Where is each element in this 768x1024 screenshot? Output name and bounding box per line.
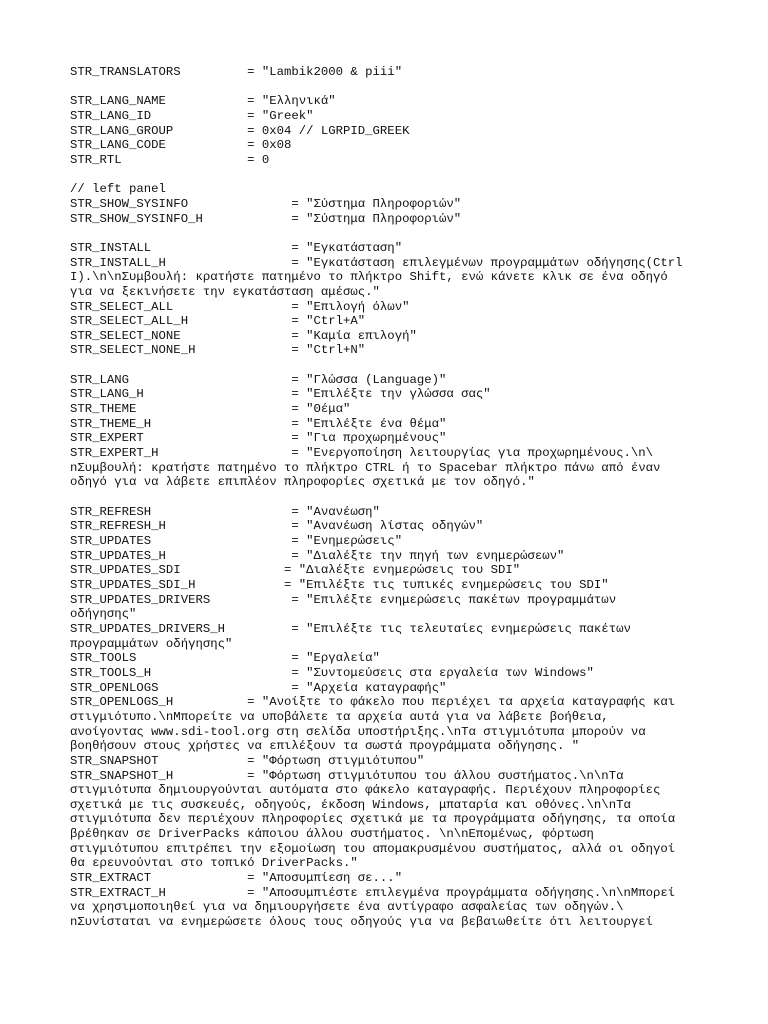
text-line: βρέθηκαν σε DriverPacks κάποιου άλλου συστήματος. \n\nΕπομένως, φόρτωση	[70, 827, 594, 842]
text-line: STR_SELECT_ALL_H = "Ctrl+A"	[70, 314, 366, 329]
text-line: STR_LANG_GROUP = 0x04 // LGRPID_GREEK	[70, 123, 410, 138]
text-line: θα ερευνούνται στο τοπικό DriverPacks."	[70, 856, 358, 871]
text-line: STR_TRANSLATORS = "Lambik2000 & piii"	[70, 65, 403, 79]
text-line: STR_EXPERT = "Για προχωρημένους"	[70, 431, 447, 446]
text-line: STR_THEME = "Θέμα"	[70, 402, 351, 417]
text-line: STR_INSTALL = "Εγκατάσταση"	[70, 240, 403, 255]
text-line: STR_SHOW_SYSINFO = "Σύστημα Πληροφοριών"	[70, 196, 462, 211]
text-line	[70, 490, 730, 505]
document-page	[70, 65, 730, 930]
text-line: nΣυμβουλή: κρατήστε πατημένο το πλήκτρο CTRL ή το Spacebar πλήκτρο πάνω από έναν	[70, 460, 661, 475]
text-line: STR_SELECT_NONE_H = "Ctrl+N"	[70, 343, 366, 358]
text-line: STR_EXPERT_H = "Ενεργοποίηση λειτουργίας για προχωρημένους.\n\	[70, 446, 653, 461]
text-line: βοηθήσουν στους χρήστες να επιλέξουν τα σωστά προγράμματα οδήγησης. "	[70, 739, 580, 754]
text-line: STR_SNAPSHOT = "Φόρτωση στιγμιότυπου"	[70, 753, 425, 768]
text-line: προγραμμάτων οδήγησης"	[70, 636, 233, 651]
text-line: STR_SHOW_SYSINFO_H = "Σύστημα Πληροφοριών"	[70, 211, 462, 226]
text-line: οδήγησης"	[70, 607, 137, 622]
text-line: STR_UPDATES_H = "Διαλέξτε την πηγή των ενημερώσεων"	[70, 548, 565, 563]
text-line: STR_TOOLS = "Εργαλεία"	[70, 651, 380, 666]
text-line: στιγμιότυπα δεν περιέχουν πληροφορίες σχετικά με τα προγράμματα οδήγησης, τα οποία	[70, 812, 676, 827]
text-line: STR_RTL = 0	[70, 152, 270, 167]
text-line	[70, 226, 730, 241]
text-line: STR_TOOLS_H = "Συντομεύσεις στα εργαλεία των Windows"	[70, 665, 594, 680]
text-line: STR_UPDATES_SDI_H = "Επιλέξτε τις τυπικές ενημερώσεις του SDI"	[70, 577, 609, 592]
text-line: STR_SELECT_NONE = "Καμία επιλογή"	[70, 328, 417, 343]
text-line: STR_UPDATES = "Ενημερώσεις"	[70, 534, 403, 548]
text-line: // left panel	[70, 182, 166, 197]
text-line: στιγμιότυπου επιτρέπει την εξομοίωση του απομακρυσμένου συστήματος, αλλά οι οδηγοί	[70, 841, 676, 856]
text-line: στιγμιότυπα δημιουργούνται αυτόματα στο φάκελο καταγραφής. Περιέχουν πληροφορίες	[70, 783, 661, 798]
text-line: STR_LANG_NAME = "Ελληνικά"	[70, 94, 336, 109]
text-line: STR_EXTRACT_H = "Αποσυμπιέστε επιλεγμένα προγράμματα οδήγησης.\n\nΜπορεί	[70, 885, 676, 900]
text-line: STR_REFRESH_H = "Ανανέωση λίστας οδηγών"	[70, 519, 484, 534]
text-line: STR_LANG = "Γλώσσα (Language)"	[70, 372, 447, 387]
text-line: STR_UPDATES_DRIVERS_H = "Επιλέξτε τις τελευταίες ενημερώσεις πακέτων	[70, 621, 631, 636]
text-line: STR_OPENLOGS_H = "Ανοίξτε το φάκελο που περιέχει τα αρχεία καταγραφής και	[70, 695, 676, 710]
text-line	[70, 358, 730, 373]
text-line: STR_LANG_H = "Επιλέξτε την γλώσσα σας"	[70, 387, 491, 402]
text-line	[70, 168, 730, 183]
text-line: STR_UPDATES_SDI = "Διαλέξτε ενημερώσεις του SDI"	[70, 563, 521, 578]
text-line: nΣυνίσταται να ενημερώσετε όλους τους οδηγούς για να βεβαιωθείτε ότι λειτουργεί	[70, 915, 653, 930]
text-line: οδηγό για να λάβετε επιπλέον πληροφορίες σχετικά με τον οδηγό."	[70, 475, 535, 490]
text-line: ανοίγοντας www.sdi-tool.org στη σελίδα υποστήριξης.\nΤα στιγμιότυπα μπορούν να	[70, 724, 646, 739]
text-line: STR_REFRESH = "Ανανέωση"	[70, 504, 380, 519]
text-line: STR_THEME_H = "Επιλέξτε ένα θέμα"	[70, 416, 447, 431]
text-line: να χρησιμοποιηθεί για να δημιουργήσετε ένα αντίγραφο ασφαλείας των οδηγών.\	[70, 900, 624, 915]
text-line: STR_LANG_CODE = 0x08	[70, 138, 292, 153]
text-line	[70, 80, 730, 95]
text-line: STR_SELECT_ALL = "Επιλογή όλων"	[70, 299, 410, 314]
text-line: για να ξεκινήσετε την εγκατάσταση αμέσως."	[70, 284, 380, 299]
text-line: σχετικά με τις συσκευές, οδηγούς, έκδοση Windows, μπαταρία και οθόνες.\n\nΤα	[70, 797, 631, 812]
text-line: στιγμιότυπο.\nΜπορείτε να υποβάλετε τα αρχεία αυτά για να λάβετε βοήθεια,	[70, 709, 609, 724]
text-line: STR_OPENLOGS = "Αρχεία καταγραφής"	[70, 680, 447, 695]
text-line: STR_LANG_ID = "Greek"	[70, 108, 314, 123]
text-line: STR_EXTRACT = "Αποσυμπίεση σε..."	[70, 871, 403, 886]
text-line: STR_UPDATES_DRIVERS = "Επιλέξτε ενημερώσεις πακέτων προγραμμάτων	[70, 592, 617, 607]
text-line: STR_SNAPSHOT_H = "Φόρτωση στιγμιότυπου του άλλου συστήματος.\n\nΤα	[70, 768, 624, 783]
text-line: STR_INSTALL_H = "Εγκατάσταση επιλεγμένων προγραμμάτων οδήγησης(Ctrl	[70, 255, 683, 270]
text-line: I).\n\nΣυμβουλή: κρατήστε πατημένο το πλήκτρο Shift, ενώ κάνετε κλικ σε ένα οδηγό	[70, 270, 668, 285]
